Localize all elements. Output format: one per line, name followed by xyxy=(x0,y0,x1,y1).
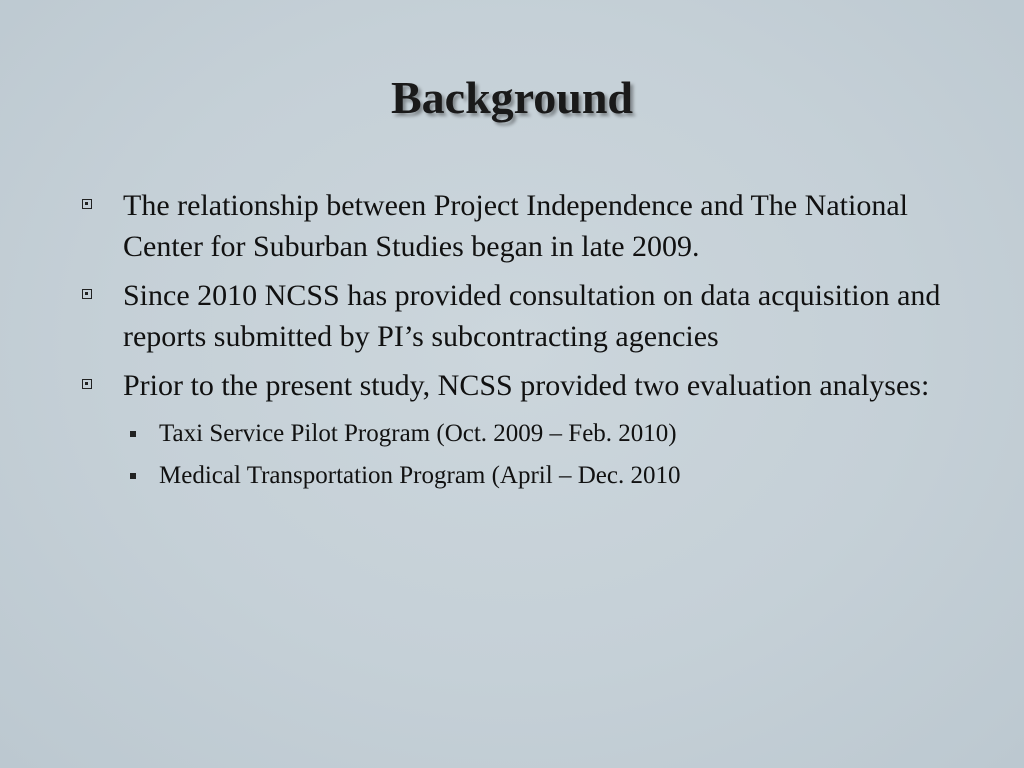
sub-bullet-text: Medical Transportation Program (April – Dec. 2010 xyxy=(159,462,681,489)
bullet-item xyxy=(76,365,976,494)
bullet-text: The relationship between Project Independence and The National Center for Suburban Studies began in late 2009. xyxy=(123,189,908,263)
sub-bullet-item xyxy=(123,416,976,452)
bullet-item xyxy=(76,185,976,267)
square-bullet-icon xyxy=(82,289,92,299)
bullet-list xyxy=(76,185,976,502)
square-bullet-icon xyxy=(82,199,92,209)
square-bullet-icon xyxy=(82,379,92,389)
sub-bullet-item xyxy=(123,458,976,494)
bullet-item xyxy=(76,275,976,357)
sub-bullet-text: Taxi Service Pilot Program (Oct. 2009 – Feb. 2010) xyxy=(159,420,677,447)
slide-title: Background xyxy=(390,72,634,123)
bullet-text: Since 2010 NCSS has provided consultation on data acquisition and reports submitted by PI’s subcontracting agencies xyxy=(123,279,941,353)
filled-square-bullet-icon xyxy=(130,473,136,479)
sub-bullet-list xyxy=(123,416,976,494)
bullet-text: Prior to the present study, NCSS provided two evaluation analyses: xyxy=(123,369,930,402)
filled-square-bullet-icon xyxy=(130,431,136,437)
